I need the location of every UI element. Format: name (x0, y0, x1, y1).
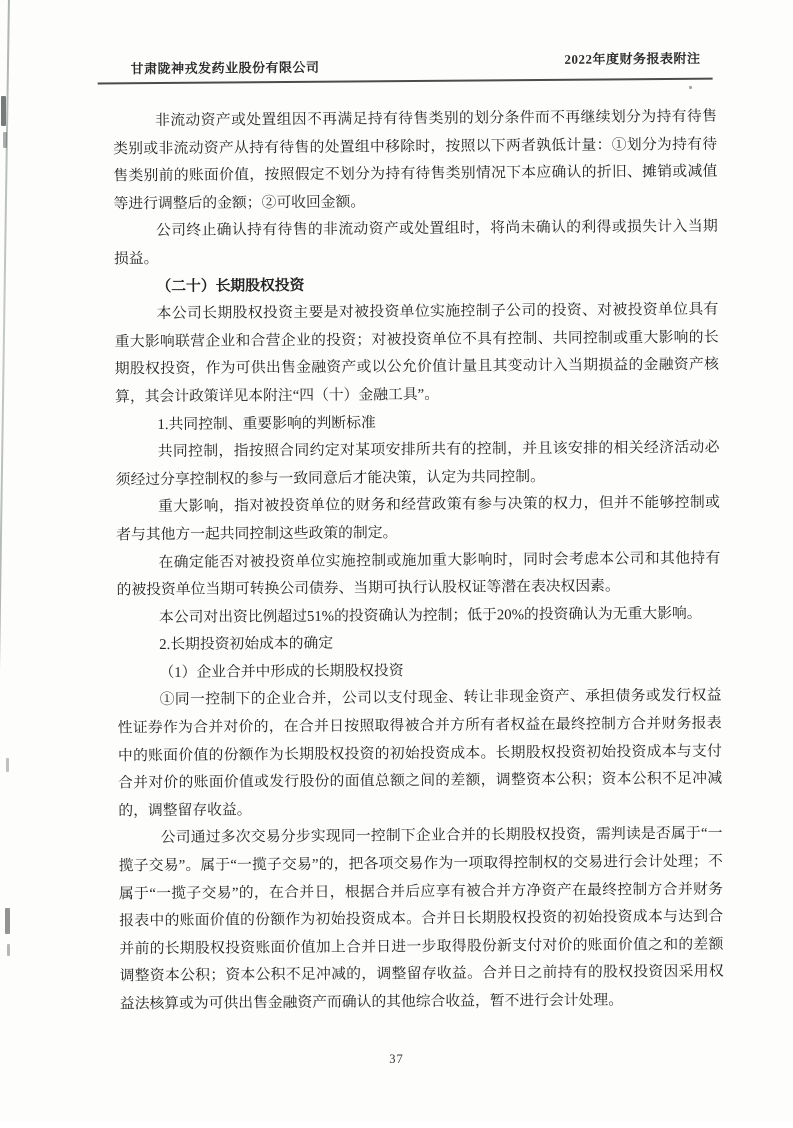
page-header (112, 0, 717, 86)
item-business-combination-lte: （1）企业合并中形成的长期股权投资 (159, 662, 404, 681)
paragraph-potential-voting-rights: 在确定能否对被投资单位实施控制或施加重大影响时，同时会考虑本公司和其他持有的被投资单位当期可转换公司债券、当期可执行认股权证等潜在表决权因素。 (116, 550, 721, 599)
section-heading-long-term-equity: （二十）长期股权投资 (156, 277, 305, 295)
paragraph-derecognition: 公司终止确认持有待售的非流动资产或处置组时，将尚未确认的利得或损失计入当期损益。 (113, 218, 718, 268)
report-title: 2022年度财务报表附注 (564, 50, 701, 67)
page-footer (0, 1050, 793, 1068)
header-rule (98, 78, 713, 85)
item-initial-cost-determination: 2.长期投资初始成本的确定 (159, 635, 334, 654)
scan-smudge (6, 758, 9, 772)
scan-smudge (5, 908, 10, 934)
scan-smudge (7, 944, 10, 956)
page-number: 37 (389, 1052, 404, 1066)
paragraph-lte-scope: 本公司长期股权投资主要是对被投资单位实施控制子公司的投资、对被投资单位具有重大影响联营企业和合营企业的投资；对被投资单位不具有控制、共同控制或重大影响的长期股权投资，作为可供出售金融资产或以公允价值计量且其变动计入当期损益的金融资产核算，其会计政策详见本附注“四（十）金融工具”。 (114, 301, 719, 406)
paragraph-joint-control-definition: 共同控制，指按照合同约定对某项安排所共有的控制，并且该安排的相关经济活动必须经过分享控制权的参与一致同意后才能决策，认定为共同控制。 (115, 439, 720, 489)
page-content (112, 0, 724, 1019)
paragraph-common-control-merger: ①同一控制下的企业合并，公司以支付现金、转让非现金资产、承担债务或发行权益性证券作为合并对价的，在合并日按照取得被合并方所有者权益在最终控制方合并财务报表中的账面价值的份额作为长期股权投资的初始投资成本。长期股权投资初始投资成本与支付合并对价的账面价值或发行股份的面值总额之间的差额，调整资本公积；资本公积不足冲减的，调整留存收益。 (117, 688, 723, 820)
document-body (113, 104, 724, 1019)
scan-edge-artifact (0, 0, 10, 1128)
item-joint-control-criteria: 1.共同控制、重要影响的判断标准 (157, 414, 376, 433)
paragraph-significant-influence: 重大影响，指对被投资单位的财务和经营政策有参与决策的权力，但并不能够控制或者与其他方一起共同控制这些政策的制定。 (116, 494, 721, 544)
paragraph-ownership-thresholds: 本公司对出资比例超过51%的投资确认为控制；低于20%的投资确认为无重大影响。 (158, 605, 702, 626)
company-name: 甘肃陇神戎发药业股份有限公司 (130, 59, 320, 77)
paragraph-step-acquisition: 公司通过多次交易分步实现同一控制下企业合并的长期股权投资，需判读是否属于“一揽子交易”。属于“一揽子交易”的，把各项交易作为一项取得控制权的交易进行会计处理；不属于“一揽子交易”的，在合并日，根据合并后应享有被合并方净资产在最终控制方合并财务报表中的账面价值的份额作为初始投资成本。合并日长期股权投资的初始投资成本与达到合并前的长期股权投资账面价值加上合并日进一步取得股份新支付对价的账面价值之和的差额调整资本公积；资本公积不足冲减的，调整留存收益。合并日之前持有的股权投资因采用权益法核算或为可供出售金融资产而确认的其他综合收益，暂不进行会计处理。 (118, 826, 724, 1013)
scan-smudge (3, 132, 7, 148)
scan-smudge (1, 96, 6, 126)
paragraph-held-for-sale-measurement: 非流动资产或处置组因不再满足持有待售类别的划分条件而不再继续划分为持有待售类别或非流动资产从持有待售的处置组中移除时，按照以下两者孰低计量：①划分为持有待售类别前的账面价值，按照假定不划分为持有待售类别情况下本应确认的折旧、摊销或减值等进行调整后的金额；②可收回金额。 (113, 108, 718, 213)
